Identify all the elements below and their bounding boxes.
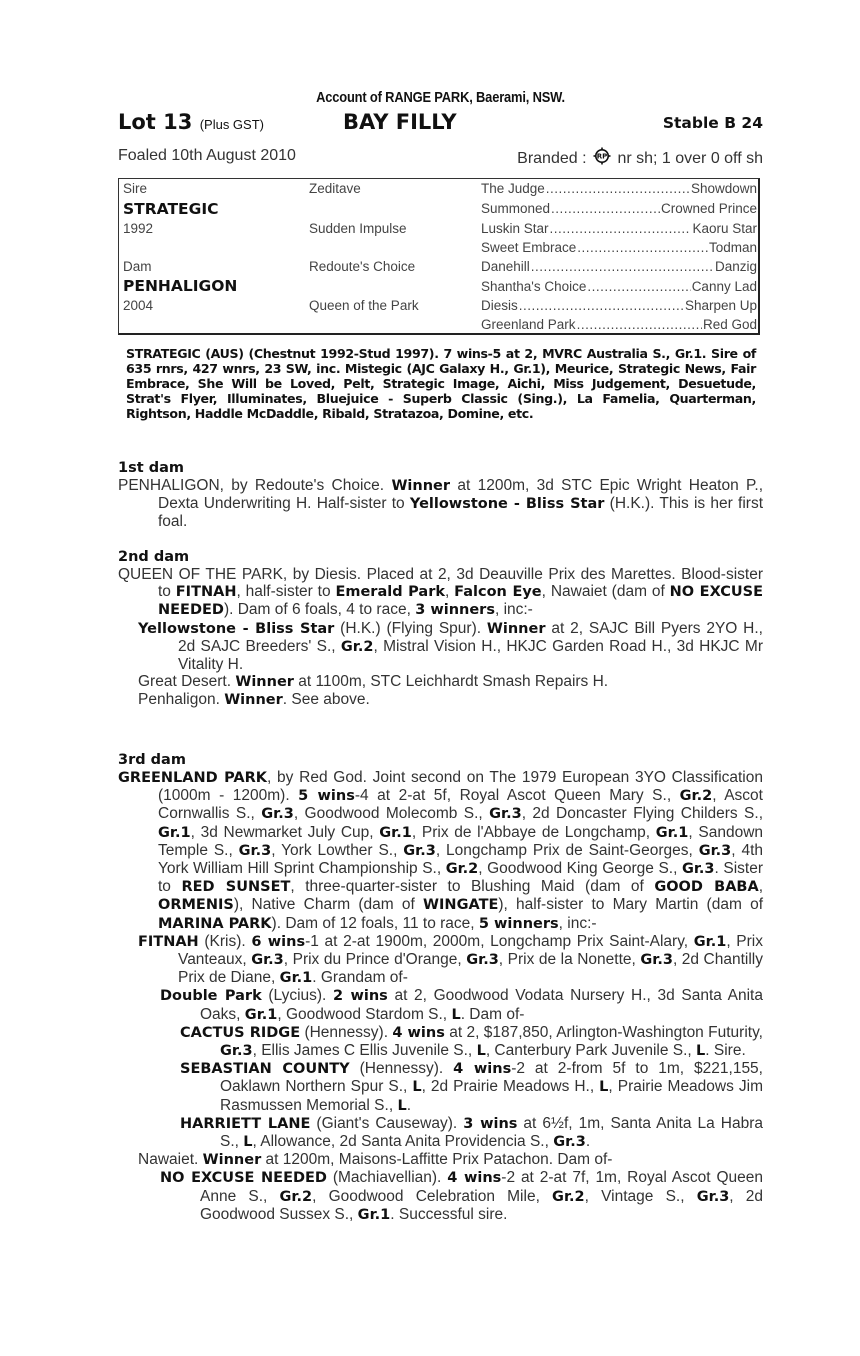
bold-run: Gr.3	[698, 842, 732, 859]
text-run: PENHALIGON, by Redoute's Choice.	[118, 477, 392, 494]
gg-right: Todman	[708, 240, 757, 255]
bold-run: Winner	[391, 478, 451, 494]
bold-run: NO EXCUSE NEEDED	[160, 1170, 327, 1187]
bold-run: 6 wins	[251, 933, 306, 950]
bold-run: L	[599, 1079, 609, 1096]
foaled-date: Foaled 10th August 2010	[118, 147, 296, 164]
text-run: . Grandam of-	[312, 969, 408, 987]
text-run: , Prix du Prince d'Orange,	[283, 951, 467, 969]
bold-run: FITNAH	[138, 933, 199, 950]
text-run: ), half-sister to Mary Martin (dam of	[498, 896, 763, 914]
bold-run: Gr.1	[357, 1206, 391, 1223]
text-run: at 1100m, STC Leichhardt Smash Repairs H.	[293, 673, 609, 691]
bold-run: Gr.3	[251, 952, 284, 969]
gg-left: Shantha's Choice	[481, 279, 587, 294]
great-grandparents-row	[481, 279, 757, 294]
text-run: (Giant's Causeway).	[310, 1114, 464, 1132]
text-run: , 2d Goodwood Sussex S.,	[200, 1187, 764, 1223]
text-run: -2 at 2-at 7f, 1m, Royal Ascot Queen Anne S.,	[200, 1169, 763, 1205]
bold-run: Winner	[202, 1152, 262, 1169]
bold-run: Gr.1	[158, 824, 191, 841]
bold-run: Gr.1	[244, 1006, 278, 1023]
pedigree-entry	[160, 987, 763, 1023]
great-grandparents-row	[481, 240, 757, 255]
text-run: ), Native Charm (dam of	[233, 896, 424, 914]
bold-run: Gr.1	[693, 933, 727, 950]
text-run: . Sire.	[705, 1042, 746, 1060]
text-run: , Nawaiet (dam of	[541, 583, 670, 601]
bold-run: CACTUS RIDGE	[180, 1024, 301, 1041]
bold-run: Gr.3	[681, 861, 715, 878]
pedigree-entry	[118, 566, 763, 620]
great-grandparents-row	[481, 317, 757, 332]
pedigree-entry	[180, 1115, 763, 1151]
leader-dots	[587, 279, 690, 294]
text-run: , Prix Vanteaux,	[178, 932, 763, 969]
pedigree-entry	[118, 477, 763, 531]
text-run: , Mistral Vision H., HKJC Garden Road H., 3d HKJC Mr Vitality H.	[178, 637, 764, 674]
bold-run: Emerald Park	[335, 584, 445, 601]
bold-run: Gr.3	[261, 806, 294, 823]
pedigree-entry	[138, 1151, 763, 1169]
stable-location: Stable B 24	[662, 114, 763, 132]
text-run: (H.K.) (Flying Spur).	[334, 619, 487, 637]
text-run: , Ellis James C Ellis Juvenile S.,	[252, 1042, 477, 1060]
text-run: at 2, Goodwood Vodata Nursery H., 3d Santa Anita Oaks,	[200, 987, 763, 1023]
bold-run: Gr.2	[279, 1188, 313, 1205]
bold-run: GREENLAND PARK	[118, 770, 268, 786]
gg-left: Greenland Park	[481, 317, 576, 332]
bold-run: Gr.3	[640, 952, 673, 969]
text-run: -1 at 2-at 1900m, 2000m, Longchamp Prix Saint-Alary,	[305, 932, 694, 950]
bold-run: 4 wins	[447, 1170, 502, 1187]
bold-run: Gr.3	[220, 1043, 253, 1060]
text-run: . Successful sire.	[390, 1205, 508, 1223]
bold-run: L	[476, 1043, 486, 1060]
bold-run: Gr.2	[552, 1188, 585, 1205]
text-run: , Prairie Meadows Jim Rasmussen Memorial S.,	[220, 1078, 763, 1114]
text-run: , by Red God. Joint second on The 1979 European 3YO Classification (1000m - 1200m).	[158, 769, 763, 805]
gg-left: Sweet Embrace	[481, 240, 577, 255]
text-run: , inc:-	[558, 914, 597, 932]
gg-left: Diesis	[481, 298, 518, 313]
great-grandparents-row	[481, 221, 757, 236]
bold-run: 2 wins	[333, 988, 388, 1005]
pedigree-entry	[138, 620, 763, 674]
text-run: . See above.	[282, 691, 370, 709]
text-run: (H.K.). This is her first foal.	[158, 495, 763, 531]
great-grandparents-row	[481, 201, 757, 216]
branded-label: Branded :	[517, 150, 587, 167]
entries	[118, 477, 763, 531]
bold-run: Gr.1	[655, 824, 689, 841]
text-run: , 3d Newmarket July Cup,	[190, 823, 380, 841]
leader-dots	[546, 181, 690, 196]
bold-run: Double Park	[160, 988, 262, 1005]
bold-run: Winner	[235, 674, 294, 691]
gg-left: Luskin Star	[481, 221, 549, 236]
bold-run: FITNAH	[175, 584, 237, 601]
bold-run: Falcon Eye	[454, 584, 542, 601]
text-run: , Allowance, 2d Santa Anita Providencia S.,	[252, 1133, 554, 1151]
text-run: (Machiavellian).	[326, 1169, 448, 1187]
text-run: QUEEN OF THE PARK, by Diesis. Placed at 2, 3d Deauville Prix des Marettes. Blood-sister to	[118, 566, 763, 601]
pedigree-table	[118, 178, 760, 335]
pedigree-entry	[180, 1060, 763, 1115]
text-run: , Ascot Cornwallis S.,	[158, 787, 763, 823]
bold-run: 4 wins	[453, 1061, 512, 1078]
sire-sire: Zeditave	[309, 181, 361, 196]
rp-brand-icon	[593, 147, 611, 165]
dam-label: Dam	[123, 259, 152, 274]
text-run: Penhaligon.	[138, 691, 225, 709]
branded-detail: nr sh; 1 over 0 off sh	[617, 150, 763, 167]
bold-run: Gr.3	[238, 842, 272, 859]
section-second-dam	[118, 548, 763, 710]
text-run: , Goodwood Molecomb S.,	[293, 805, 490, 823]
text-run: at 2, $187,850, Arlington-Washington Futurity,	[444, 1023, 763, 1041]
text-run: , 2d Doncaster Flying Childers S.,	[521, 805, 764, 823]
text-run: , Prix de l'Abbaye de Longchamp,	[411, 823, 656, 841]
section-third-dam	[118, 751, 763, 1224]
text-run: .	[585, 1133, 591, 1151]
dam-sire: Redoute's Choice	[309, 259, 416, 274]
horse-description: BAY FILLY	[343, 110, 457, 134]
gg-right: Sharpen Up	[684, 298, 757, 313]
bold-run: L	[397, 1097, 407, 1114]
text-run: . Sister to	[158, 860, 763, 896]
lot-gst-note: (Plus GST)	[199, 117, 264, 132]
gg-right: Danzig	[714, 259, 757, 274]
bold-run: 5 wins	[298, 788, 355, 805]
section-heading: 2nd dam	[118, 549, 190, 565]
bold-run: RED SUNSET	[181, 879, 291, 896]
gg-right: Kaoru Star	[692, 221, 757, 236]
gg-left: Danehill	[481, 259, 530, 274]
leader-dots	[577, 240, 708, 255]
bold-run: Gr.2	[679, 788, 713, 805]
gg-left: Summoned	[481, 201, 551, 216]
text-run: -4 at 2-at 5f, Royal Ascot Queen Mary S.,	[354, 787, 680, 805]
text-run: (Lycius).	[261, 987, 333, 1005]
bold-run: 3 winners	[415, 602, 495, 619]
entries	[118, 566, 763, 710]
sire-year: 1992	[123, 221, 154, 236]
text-run: , 4th York William Hill Sprint Championship S.,	[158, 841, 763, 878]
section-heading: 3rd dam	[118, 752, 186, 768]
bold-run: Gr.2	[340, 638, 374, 655]
bold-run: NO EXCUSE NEEDED	[158, 584, 764, 619]
gg-right: Crowned Prince	[660, 201, 757, 216]
bold-run: 5 winners	[478, 915, 559, 932]
text-run: ). Dam of 12 foals, 11 to race,	[271, 914, 479, 932]
bold-run: Gr.1	[379, 824, 412, 841]
text-run: , York Lowther S.,	[271, 841, 404, 859]
sire-name: STRATEGIC	[123, 200, 219, 218]
text-run: , three-quarter-sister to Blushing Maid (dam of	[290, 878, 655, 896]
bold-run: Winner	[224, 692, 283, 709]
text-run: ). Dam of 6 foals, 4 to race,	[223, 601, 416, 619]
text-run: , inc:-	[494, 601, 533, 619]
text-run: ,	[758, 878, 764, 896]
leader-dots	[551, 201, 660, 216]
bold-run: Gr.3	[403, 842, 436, 859]
bold-run: Gr.3	[696, 1188, 730, 1205]
text-run: Nawaiet.	[138, 1151, 203, 1169]
bold-run: L	[412, 1079, 422, 1096]
pedigree-entry	[118, 769, 763, 933]
bold-run: L	[696, 1043, 706, 1060]
text-run: ,	[445, 583, 455, 601]
leader-dots	[550, 221, 692, 236]
bold-run: Yellowstone - Bliss Star	[409, 496, 605, 513]
text-run: . Dam of-	[460, 1005, 525, 1023]
text-run: , Vintage S.,	[584, 1187, 697, 1205]
text-run: Great Desert.	[138, 673, 236, 691]
great-grandparents-row	[481, 181, 757, 196]
text-run: , Goodwood King George S.,	[478, 860, 682, 878]
pedigree-entry	[138, 691, 763, 709]
leader-dots	[519, 298, 684, 313]
svg-text:RP: RP	[596, 152, 608, 161]
bold-run: Gr.3	[553, 1134, 586, 1151]
text-run: , Sandown Temple S.,	[158, 823, 764, 859]
gg-right: Canny Lad	[691, 279, 757, 294]
bold-run: Winner	[486, 620, 546, 637]
bold-run: Gr.1	[279, 970, 313, 987]
bold-run: Gr.3	[489, 806, 522, 823]
section-heading: 1st dam	[118, 460, 184, 476]
dam-year: 2004	[123, 298, 154, 313]
gg-left: The Judge	[481, 181, 545, 196]
dam-dam: Queen of the Park	[309, 298, 419, 313]
vendor-account: Account of RANGE PARK, Baerami, NSW.	[316, 89, 565, 106]
entries	[118, 769, 763, 1224]
bold-run: L	[243, 1134, 253, 1151]
dam-name: PENHALIGON	[123, 277, 238, 295]
text-run: at 2, SAJC Bill Pyers 2YO H., 2d SAJC Breeders' S.,	[178, 619, 763, 655]
text-run: at 1200m, 3d STC Epic Wright Heaton P., Dexta Underwriting H. Half-sister to	[158, 477, 763, 513]
section-first-dam	[118, 459, 763, 531]
bold-run: ORMENIS	[158, 897, 234, 914]
bold-run: WINGATE	[423, 897, 499, 914]
bold-run: Yellowstone - Bliss Star	[138, 620, 335, 637]
bold-run: HARRIETT LANE	[180, 1115, 311, 1132]
text-run: , Goodwood Stardom S.,	[277, 1005, 452, 1023]
great-grandparents-row	[481, 259, 757, 274]
sire-dam: Sudden Impulse	[309, 221, 407, 236]
bold-run: 3 wins	[463, 1115, 518, 1132]
leader-dots	[531, 259, 714, 274]
leader-dots	[577, 317, 702, 332]
text-run: (Kris).	[198, 932, 252, 950]
bold-run: Gr.2	[445, 861, 479, 878]
brand-info	[517, 147, 763, 168]
bold-run: Gr.3	[466, 952, 499, 969]
great-grandparents-row	[481, 298, 757, 313]
pedigree-entry	[138, 933, 763, 988]
text-run: , half-sister to	[236, 583, 336, 601]
text-run: -2 at 2-from 5f to 1m, $221,155, Oaklawn Northern Spur S.,	[220, 1060, 763, 1096]
gg-right: Red God	[702, 317, 757, 332]
text-run: at 6½f, 1m, Santa Anita La Habra S.,	[220, 1114, 763, 1151]
text-run: , Prix de la Nonette,	[498, 951, 641, 969]
text-run: , Canterbury Park Juvenile S.,	[485, 1042, 697, 1060]
bold-run: GOOD BABA	[654, 879, 759, 896]
lot-number	[118, 110, 264, 134]
text-run: , 2d Prairie Meadows H.,	[421, 1078, 600, 1096]
gg-right: Showdown	[690, 181, 757, 196]
lot-header-row	[118, 110, 763, 138]
text-run: (Hennessy).	[300, 1023, 393, 1041]
pedigree-entry	[160, 1169, 763, 1224]
text-run: at 1200m, Maisons-Laffitte Prix Patachon. Dam of-	[261, 1151, 613, 1169]
text-run: (Hennessy).	[349, 1060, 454, 1078]
text-run: , 2d Chantilly Prix de Diane,	[178, 951, 764, 987]
text-run: , Longchamp Prix de Saint-Georges,	[435, 841, 699, 859]
pedigree-entry	[138, 673, 763, 691]
sire-summary: STRATEGIC (AUS) (Chestnut 1992-Stud 1997). 7 wins-5 at 2, MVRC Australia S., Gr.1. Sire of 635 rnrs, 427 wnrs, 23 SW, inc. Mistegic (AJC Galaxy H., Gr.1), Meurice, Strategic News, Fair Embrace, She Will be Loved, Pelt, Strategic Image, Aichi, Miss Judgement, Desuetude, Strat's Flyer, Illuminates, Bluejuice - Superb Classic (Sing.), La Famelia, Quarterman, Rightson, Haddle McDaddle, Ribald, Stratazoa, Domine, etc.	[126, 346, 756, 421]
bold-run: L	[451, 1006, 461, 1023]
bold-run: 4 wins	[392, 1024, 445, 1041]
lot-label: Lot 13	[118, 110, 193, 134]
text-run: , Goodwood Celebration Mile,	[312, 1187, 553, 1205]
sire-label: Sire	[123, 181, 148, 196]
bold-run: MARINA PARK	[158, 915, 272, 932]
text-run: .	[406, 1096, 412, 1114]
pedigree-entry	[180, 1024, 763, 1060]
bold-run: SEBASTIAN COUNTY	[180, 1061, 350, 1078]
